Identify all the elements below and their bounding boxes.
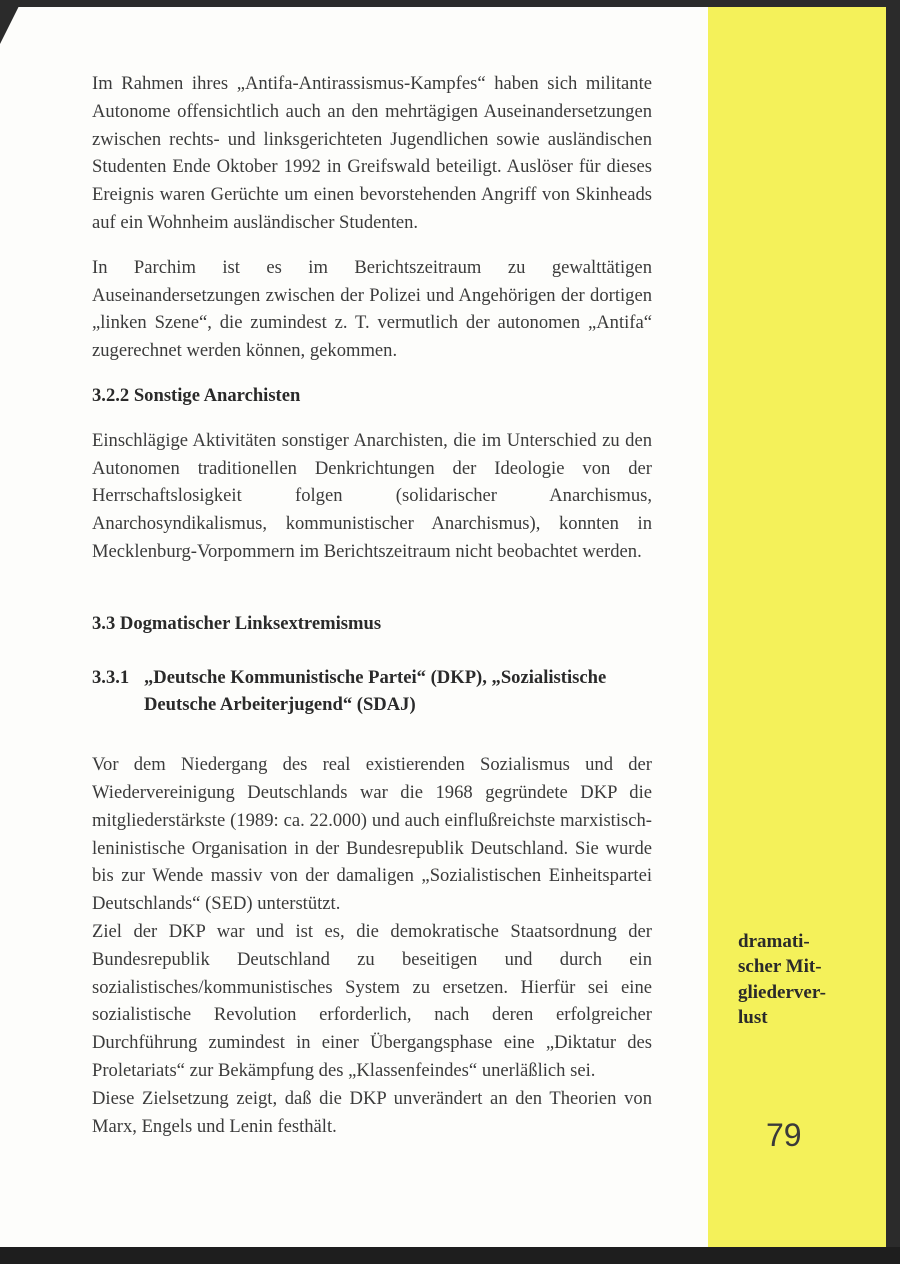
margin-highlight-band (708, 7, 886, 1247)
right-page-edge (886, 0, 900, 1264)
bottom-edge-rule (0, 1247, 900, 1264)
paragraph: Im Rahmen ihres „Antifa-Antirassismus-Kampfes“ haben sich militante Autonome offensichtlich auch an den mehrtägigen Auseinandersetzungen zwischen rechts- und linksgerichteten Jugendlichen sowie ausländischen Studenten Ende Oktober 1992 in Greifswald beteiligt. Auslöser für dieses Ereignis waren Gerüchte um einen bevorstehenden Angriff von Skinheads auf ein Wohnheim ausländischer Studenten. (92, 73, 652, 233)
body-text (92, 70, 652, 1140)
paragraph: Vor dem Niedergang des real existierenden Sozialismus und der Wiedervereinigung Deutschlands war die 1968 gegründete DKP die mitgliederstärkste (1989: ca. 22.000) und auch einflußreichste marxistisch-leninistische Organisation in der Bundesrepublik Deutschland. Sie wurde bis zur Wende massiv von der damaligen „Sozialistischen Einheitspartei Deutschlands“ (SED) unterstützt. (92, 754, 652, 915)
top-edge-rule (0, 0, 900, 7)
paragraph: Diese Zielsetzung zeigt, daß die DKP unverändert an den Theorien von Marx, Engels und Lenin festhält. (92, 1087, 652, 1137)
paragraph: In Parchim ist es im Berichtszeitraum zu gewalttätigen Auseinandersetzungen zwischen der Polizei und Angehörigen der dortigen „linken Szene“, die zumindest z. T. vermutlich der autonomen „Antifa“ zugerechnet werden können, gekommen. (92, 256, 652, 362)
section-heading-3-3-1 (92, 664, 652, 720)
margin-note-line: scher Mit- (738, 956, 822, 978)
section-title: „Deutsche Kommunistische Partei“ (DKP), „Sozialistische Deutsche Arbeiterjugend“ (SDAJ) (144, 666, 607, 716)
section-number: 3.3.1 (92, 666, 130, 688)
section-heading-3-2-2: 3.2.2 Sonstige Anarchisten (92, 384, 301, 406)
page-number: 79 (766, 1117, 802, 1153)
paragraph: Ziel der DKP war und ist es, die demokratische Staatsordnung der Bundesrepublik Deutschland zu beseitigen und durch ein sozialistisches/kommunistisches System zu ersetzen. Hierfür sei eine sozialistische Revolution erforderlich, nach deren erfolgreicher Durchführung zumindest in einer Übergangsphase eine „Diktatur des Proletariats“ zur Bekämpfung des „Klassenfeindes“ unerläßlich sei. (92, 920, 652, 1081)
paragraph: Einschlägige Aktivitäten sonstiger Anarchisten, die im Unterschied zu den Autonomen traditionellen Denkrichtungen der Ideologie von der Herrschaftslosigkeit folgen (solidarischer Anarchismus, Anarchosyndikalismus, kommunistischer Anarchismus), konnten in Mecklenburg-Vorpommern im Berichtszeitraum nicht beobachtet werden. (92, 429, 652, 562)
margin-note-line: lust (738, 1006, 768, 1028)
margin-note (738, 929, 868, 1030)
top-edge-corner (0, 0, 22, 44)
margin-note-line: gliederver- (738, 981, 826, 1003)
section-heading-3-3: 3.3 Dogmatischer Linksextremismus (92, 612, 382, 634)
margin-note-line: dramati- (738, 931, 810, 952)
